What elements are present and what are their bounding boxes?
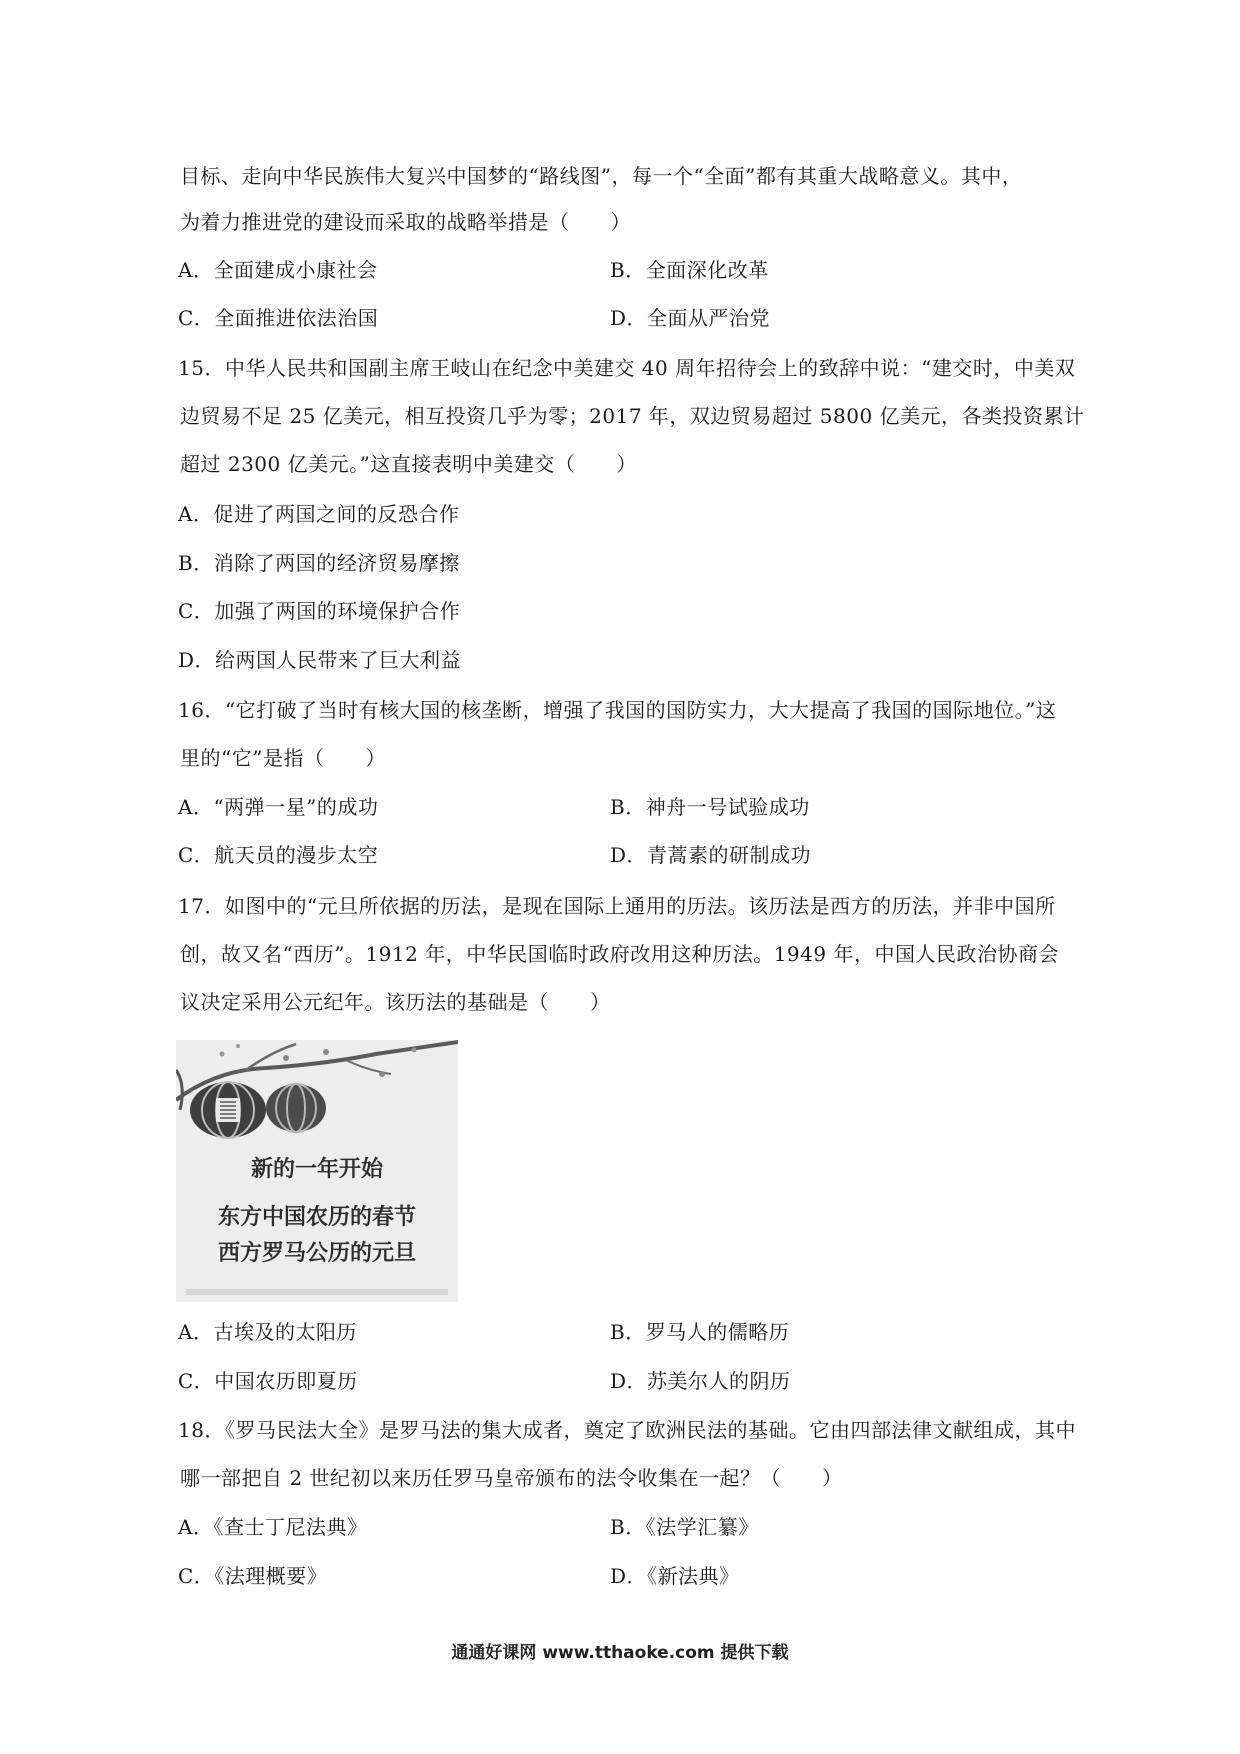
figure-caption-line-3: 西方罗马公历的元旦 bbox=[217, 1241, 416, 1266]
footer-source: 通通好课网 www.tthaoke.com 提供下载 bbox=[451, 1643, 789, 1663]
q16-option-a: A．“两弹一星”的成功 bbox=[178, 795, 379, 819]
q16-option-c: C．航天员的漫步太空 bbox=[178, 843, 379, 867]
q17-line-1: 17．如图中的“元旦所依据的历法，是现在国际上通用的历法。该历法是西方的历法，并非中国所 bbox=[178, 894, 1056, 918]
q17-option-a: A．古埃及的太阳历 bbox=[178, 1320, 357, 1344]
q14-option-a: A．全面建成小康社会 bbox=[178, 258, 378, 282]
q15-option-a: A．促进了两国之间的反恐合作 bbox=[178, 502, 460, 526]
q16-line-1: 16．“它打破了当时有核大国的核垄断，增强了我国的国防实力，大大提高了我国的国际地位。”这 bbox=[178, 698, 1057, 722]
q14-line-2: 为着力推进党的建设而采取的战略举措是（ ） bbox=[180, 210, 631, 234]
q16-line-2: 里的“它”是指（ ） bbox=[180, 746, 386, 770]
q18-line-2: 哪一部把自 2 世纪初以来历任罗马皇帝颁布的法令收集在一起？（ ） bbox=[180, 1466, 843, 1490]
q18-option-c: C．《法理概要》 bbox=[178, 1564, 328, 1588]
q14-line-1: 目标、走向中华民族伟大复兴中国梦的“路线图”，每一个“全面”都有其重大战略意义。其中， bbox=[180, 164, 1023, 188]
q15-option-c: C．加强了两国的环境保护合作 bbox=[178, 599, 461, 623]
q14-option-c: C．全面推进依法治国 bbox=[178, 306, 379, 330]
q17-option-d: D．苏美尔人的阴历 bbox=[610, 1369, 791, 1393]
q18-option-a: A．《查士丁尼法典》 bbox=[178, 1515, 368, 1539]
q17-line-2: 创，故又名“西历”。1912 年，中华民国临时政府改用这种历法。1949 年，中国人民政治协商会 bbox=[180, 942, 1059, 966]
q16-option-d: D．青蒿素的研制成功 bbox=[610, 843, 812, 867]
q16-option-b: B．神舟一号试验成功 bbox=[610, 795, 810, 819]
q15-line-2: 边贸易不足 25 亿美元，相互投资几乎为零；2017 年，双边贸易超过 5800 亿美元，各类投资累计 bbox=[180, 404, 1085, 428]
q15-line-1: 15．中华人民共和国副主席王岐山在纪念中美建交 40 周年招待会上的致辞中说：“建交时，中美双 bbox=[178, 356, 1076, 380]
figure-caption-line-2: 东方中国农历的春节 bbox=[217, 1205, 416, 1230]
figure-caption-line-1: 新的一年开始 bbox=[250, 1157, 383, 1182]
q17-option-b: B．罗马人的儒略历 bbox=[610, 1320, 790, 1344]
q18-option-d: D．《新法典》 bbox=[610, 1564, 740, 1588]
calendar-figure bbox=[176, 1040, 458, 1302]
q15-option-b: B．消除了两国的经济贸易摩擦 bbox=[178, 551, 460, 575]
q17-line-3: 议决定采用公元纪年。该历法的基础是（ ） bbox=[180, 990, 611, 1014]
q14-option-d: D．全面从严治党 bbox=[610, 306, 771, 330]
q17-option-c: C．中国农历即夏历 bbox=[178, 1369, 358, 1393]
q15-line-3: 超过 2300 亿美元。”这直接表明中美建交（ ） bbox=[180, 452, 637, 476]
q18-option-b: B．《法学汇纂》 bbox=[610, 1515, 759, 1539]
q15-option-d: D．给两国人民带来了巨大利益 bbox=[178, 648, 462, 672]
q18-line-1: 18．《罗马民法大全》是罗马法的集大成者，奠定了欧洲民法的基础。它由四部法律文献组成，其中 bbox=[178, 1418, 1076, 1442]
q14-option-b: B．全面深化改革 bbox=[610, 258, 769, 282]
